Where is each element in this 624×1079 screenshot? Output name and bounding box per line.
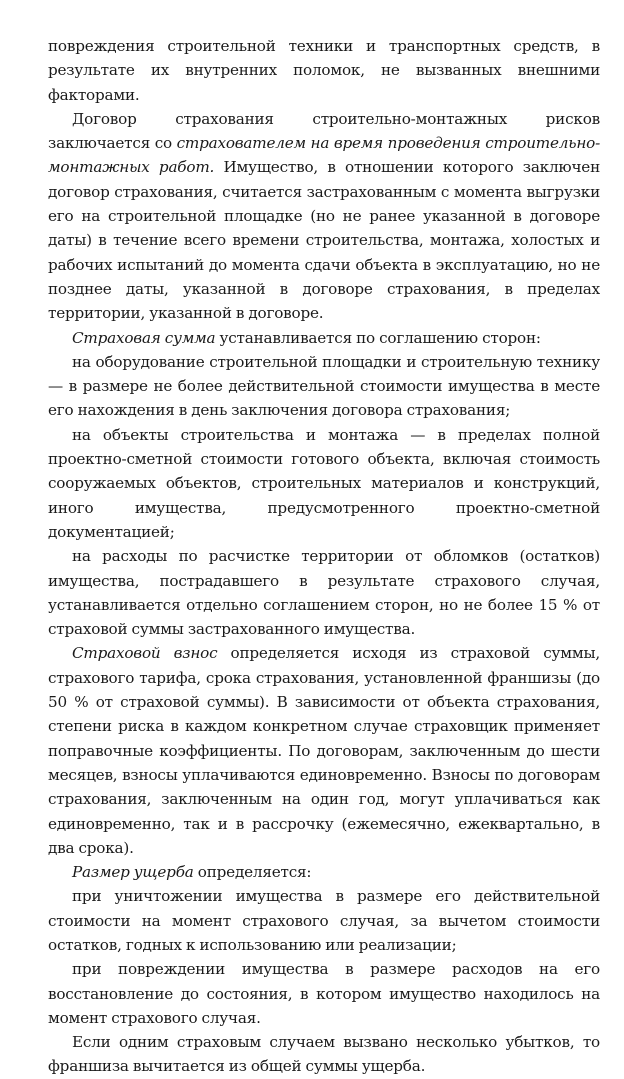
paragraph-equipment: на оборудование строительной площадки и строительную технику — в размере не более действительной стоимости имущества в месте его нахождения в день заключения договора страхования; bbox=[48, 352, 600, 420]
paragraph-premium: Страховой взнос определяется исходя из страховой суммы, страхового тарифа, срока страхования, установленной франшизы (до 50 % от страховой суммы). В зависимости от объекта страхования, степени риска в каждом конкретном случае страховщик применяет поправочные коэффициенты. По договорам, заключенным до шести месяцев, взносы уплачиваются единовременно. Взносы по договорам страхования, заключенным на один год, могут уплачиваться как единовременно, так и в рассрочку (ежемесячно, ежеквартально, в два срока). bbox=[48, 644, 600, 857]
paragraph-damage: при повреждении имущества в размере расходов на его восстановление до состояния, в котором имущество находилось на момент страхового случая. bbox=[48, 960, 600, 1027]
paragraph-construction-objects: на объекты строительства и монтажа — в пределах полной проектно-сметной стоимости готового объекта, включая стоимость сооружаемых объектов, строительных материалов и конструкций, иного имущества, предусмотренного проектно-сметной документацией; bbox=[48, 425, 600, 541]
paragraph-clearing-costs: на расходы по расчистке территории от обломков (остатков) имущества, пострадавшего в результате страхового случая, устанавливается отдельно соглашением сторон, но не более 15 % от страховой суммы застрахованного имущества. bbox=[48, 547, 600, 639]
paragraph-deductible: Если одним страховым случаем вызвано несколько убытков, то франшиза вычитается из общей суммы ущерба. bbox=[48, 1033, 600, 1076]
paragraph-destruction: при уничтожении имущества в размере его действительной стоимости на момент страхового случая, за вычетом стоимости остатков, годных к использованию или реализации; bbox=[48, 887, 600, 954]
paragraph-insured-sum: Страховая сумма устанавливается по соглашению сторон: bbox=[72, 328, 541, 347]
paragraph-damage-amount: Размер ущерба определяется: bbox=[72, 863, 312, 882]
paragraph-contract: Договор страхования строительно-монтажных рисков заключается со страхователем на время проведения строительно-монтажных работ. Имущество, в отношении которого заключен договор страхования, считается застрахованным с момента выгрузки его на строительной площадке (но не ранее указанной в договоре даты) в течение всего времени строительства, монтажа, холостых и рабочих испытаний до момента сдачи объекта в эксплуатацию, но не позднее даты, указанной в договоре страхования, в пределах территории, указанной в договоре. bbox=[48, 109, 600, 323]
paragraph-continuation: повреждения строительной техники и транспортных средств, в результате их внутренних поломок, не вызванных внешними факторами. bbox=[48, 37, 600, 104]
